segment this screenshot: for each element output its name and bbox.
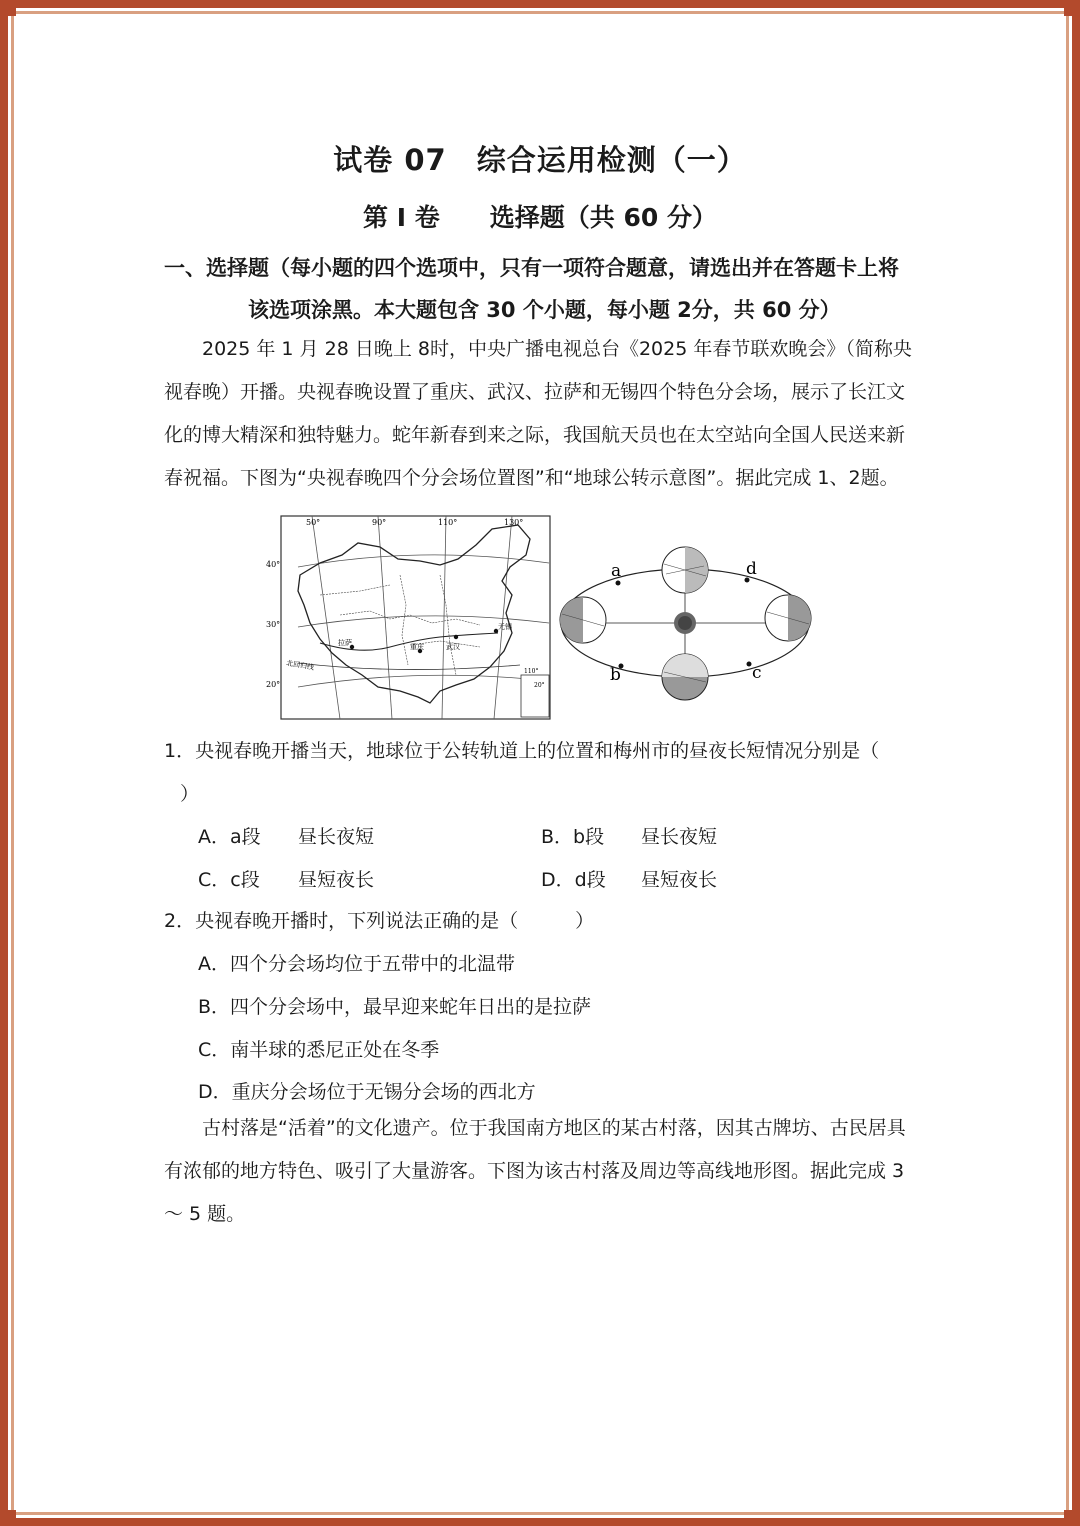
map-lon-label: 50°	[306, 518, 321, 527]
question-2-option-b[interactable]: B．四个分会场中，最早迎来蛇年日出的是拉萨	[198, 996, 592, 1018]
map-city-label-wuhan: 武汉	[446, 643, 460, 651]
orbit-label-d: d	[746, 559, 757, 579]
china-venue-map-figure	[266, 515, 551, 720]
option-letter: B．b段	[541, 826, 605, 848]
question-1-option-c[interactable]	[198, 865, 375, 892]
question-1-stem-end: ）	[180, 783, 200, 805]
question-1-option-a[interactable]	[198, 822, 375, 849]
question-2-option-a[interactable]: A．四个分会场均位于五带中的北温带	[198, 953, 515, 975]
question-1-option-b[interactable]	[541, 822, 718, 849]
map-lat-label: 30°	[266, 620, 281, 629]
orbit-label-b: b	[610, 665, 621, 685]
earth-revolution-figure	[556, 540, 816, 710]
option-text: 昼短夜长	[641, 869, 718, 891]
earth-right	[765, 595, 811, 641]
question-1-option-d[interactable]	[541, 865, 718, 892]
question-1-stem: 1．央视春晚开播当天，地球位于公转轨道上的位置和梅州市的昼夜长短情况分别是（	[164, 740, 880, 762]
passage-1: 2025 年 1 月 28 日晚上 8时，中央广播电视总台《2025 年春节联欢晚会》（简称央视春晚）开播。央视春晚设置了重庆、武汉、拉萨和无锡四个特色分会场，展示了长江文化的博大精深和独特魅力。蛇年新春到来之际，我国航天员也在太空站向全国人民送来新春祝福。下图为“央视春晚四个分会场位置图”和“地球公转示意图”。据此完成 1、2题。	[164, 338, 912, 489]
map-lat-label: 40°	[266, 560, 281, 569]
option-letter: A．a段	[198, 826, 261, 848]
question-2-option-c[interactable]: C．南半球的悉尼正处在冬季	[198, 1039, 440, 1061]
map-city-label-chongqing: 重庆	[410, 643, 424, 651]
section-instruction-line2: 该选项涂黑。本大题包含 30 个小题，每小题 2分，共 60 分）	[248, 298, 841, 322]
question-2-stem: 2．央视春晚开播时，下列说法正确的是（ ）	[164, 910, 595, 932]
section-subtitle: 第 I 卷 选择题（共 60 分）	[363, 203, 717, 232]
page-title: 试卷 07 综合运用检测（一）	[333, 143, 747, 177]
map-city-label-lhasa: 拉萨	[338, 639, 352, 647]
section-instruction-line1: 一、选择题（每小题的四个选项中，只有一项符合题意，请选出并在答题卡上将	[164, 256, 899, 280]
earth-top	[662, 547, 708, 593]
orbit-label-a: a	[611, 561, 622, 581]
option-text: 昼短夜长	[298, 869, 375, 891]
map-inset-lat-label: 20°	[534, 682, 545, 689]
option-text: 昼长夜短	[641, 826, 718, 848]
option-text: 昼长夜短	[298, 826, 375, 848]
map-lon-label: 110°	[438, 518, 458, 527]
option-letter: C．c段	[198, 869, 260, 891]
map-inset-lon-label: 110°	[524, 668, 539, 675]
earth-left	[560, 597, 606, 643]
earth-bottom	[662, 654, 708, 700]
question-2-option-d[interactable]: D．重庆分会场位于无锡分会场的西北方	[198, 1081, 536, 1103]
map-lat-label: 20°	[266, 680, 281, 689]
map-city-label-wuxi: 无锡	[498, 623, 512, 631]
map-tropic-label: 北回归线	[285, 659, 315, 672]
map-lon-label: 90°	[372, 518, 387, 527]
orbit-label-c: c	[752, 663, 762, 683]
option-letter: D．d段	[541, 869, 606, 891]
map-lon-label: 130°	[504, 518, 524, 527]
passage-2: 古村落是“活着”的文化遗产。位于我国南方地区的某古村落，因其古牌坊、古民居具有浓郁的地方特色、吸引了大量游客。下图为该古村落及周边等高线地形图。据此完成 3～ 5 题。	[164, 1117, 906, 1225]
